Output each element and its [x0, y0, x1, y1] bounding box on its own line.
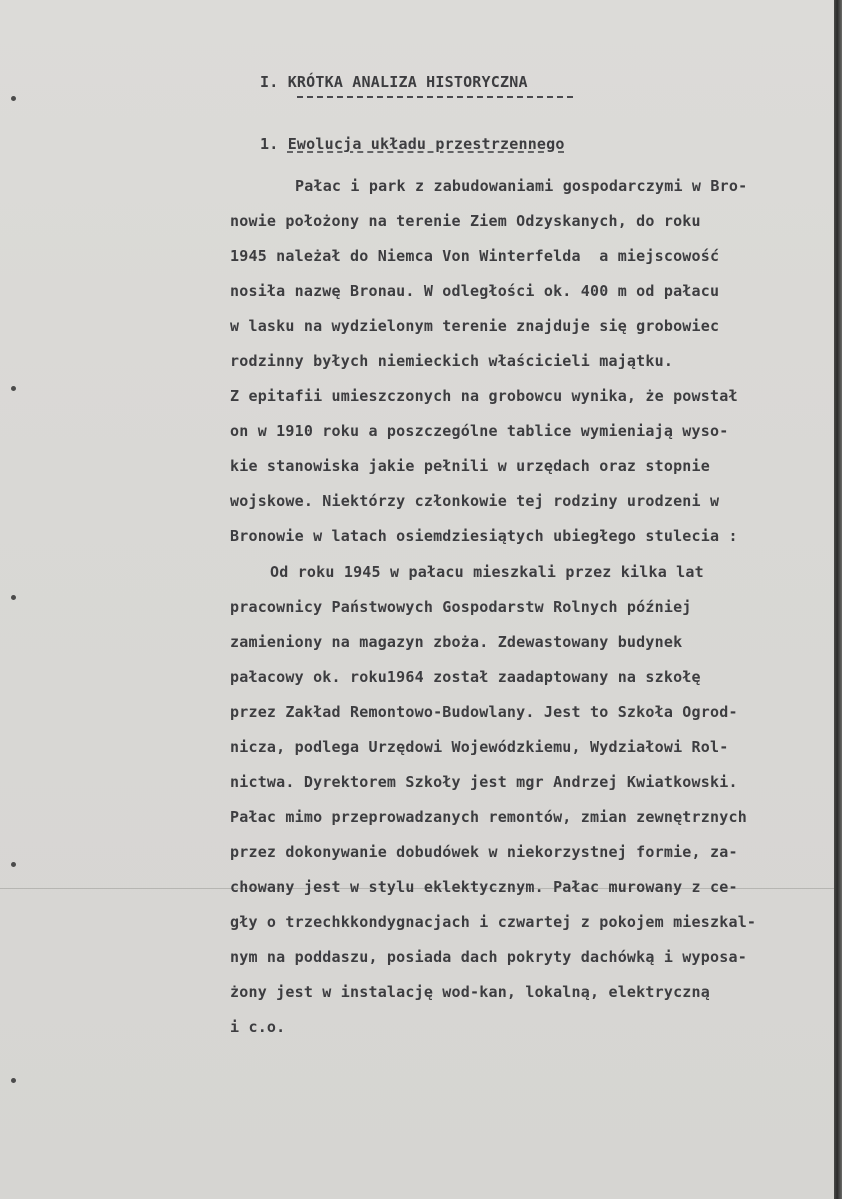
- body-line: wojskowe. Niektórzy członkowie tej rodziny urodzeni w: [230, 492, 720, 510]
- subsection-heading: [260, 134, 565, 154]
- body-line: Pałac mimo przeprowadzanych remontów, zmian zewnętrznych: [230, 808, 747, 826]
- body-line: Bronowie w latach osiemdziesiątych ubiegłego stulecia :: [230, 527, 738, 545]
- subsection-title: Ewolucja układu przestrzennego: [287, 135, 565, 153]
- body-line: kie stanowiska jakie pełnili w urzędach oraz stopnie: [230, 457, 710, 475]
- body-line: zamieniony na magazyn zboża. Zdewastowany budynek: [230, 633, 683, 651]
- body-line: pałacowy ok. roku1964 został zaadaptowany na szkołę: [230, 668, 701, 686]
- body-line: chowany jest w stylu eklektycznym. Pałac murowany z ce-: [230, 878, 738, 896]
- body-line: Od roku 1945 w pałacu mieszkali przez kilka lat: [270, 563, 704, 581]
- body-line: nowie położony na terenie Ziem Odzyskanych, do roku: [230, 212, 701, 230]
- punch-hole-mark: [11, 595, 16, 600]
- body-line: on w 1910 roku a poszczególne tablice wymieniają wyso-: [230, 422, 729, 440]
- punch-hole-mark: [11, 96, 16, 101]
- body-line: pracownicy Państwowych Gospodarstw Rolnych później: [230, 598, 692, 616]
- body-line: nicza, podlega Urzędowi Wojewódzkiemu, Wydziałowi Rol-: [230, 738, 729, 756]
- body-line: rodzinny byłych niemieckich właścicieli majątku.: [230, 352, 674, 370]
- body-line: nictwa. Dyrektorem Szkoły jest mgr Andrzej Kwiatkowski.: [230, 773, 738, 791]
- punch-hole-mark: [11, 386, 16, 391]
- punch-hole-mark: [11, 1078, 16, 1083]
- section-heading-underline: [297, 96, 573, 98]
- body-line: przez dokonywanie dobudówek w niekorzystnej formie, za-: [230, 843, 738, 861]
- body-line: nosiła nazwę Bronau. W odległości ok. 400 m od pałacu: [230, 282, 720, 300]
- punch-hole-mark: [11, 862, 16, 867]
- body-line: 1945 należał do Niemca Von Winterfelda a miejscowość: [230, 247, 720, 265]
- body-line: nym na poddaszu, posiada dach pokryty dachówką i wyposa-: [230, 948, 747, 966]
- body-line: w lasku na wydzielonym terenie znajduje się grobowiec: [230, 317, 720, 335]
- body-line: i c.o.: [230, 1018, 286, 1036]
- body-line: żony jest w instalację wod-kan, lokalną, elektryczną: [230, 983, 710, 1001]
- subsection-number: 1.: [260, 135, 279, 153]
- scanner-edge-shadow: [834, 0, 842, 1199]
- body-line: Pałac i park z zabudowaniami gospodarczymi w Bro-: [295, 177, 748, 195]
- body-line: przez Zakład Remontowo-Budowlany. Jest to Szkoła Ogrod-: [230, 703, 738, 721]
- body-line: gły o trzechkkondygnacjach i czwartej z pokojem mieszkal-: [230, 913, 757, 931]
- body-line: Z epitafii umieszczonych na grobowcu wynika, że powstał: [230, 387, 738, 405]
- section-heading: I. KRÓTKA ANALIZA HISTORYCZNA: [260, 73, 528, 91]
